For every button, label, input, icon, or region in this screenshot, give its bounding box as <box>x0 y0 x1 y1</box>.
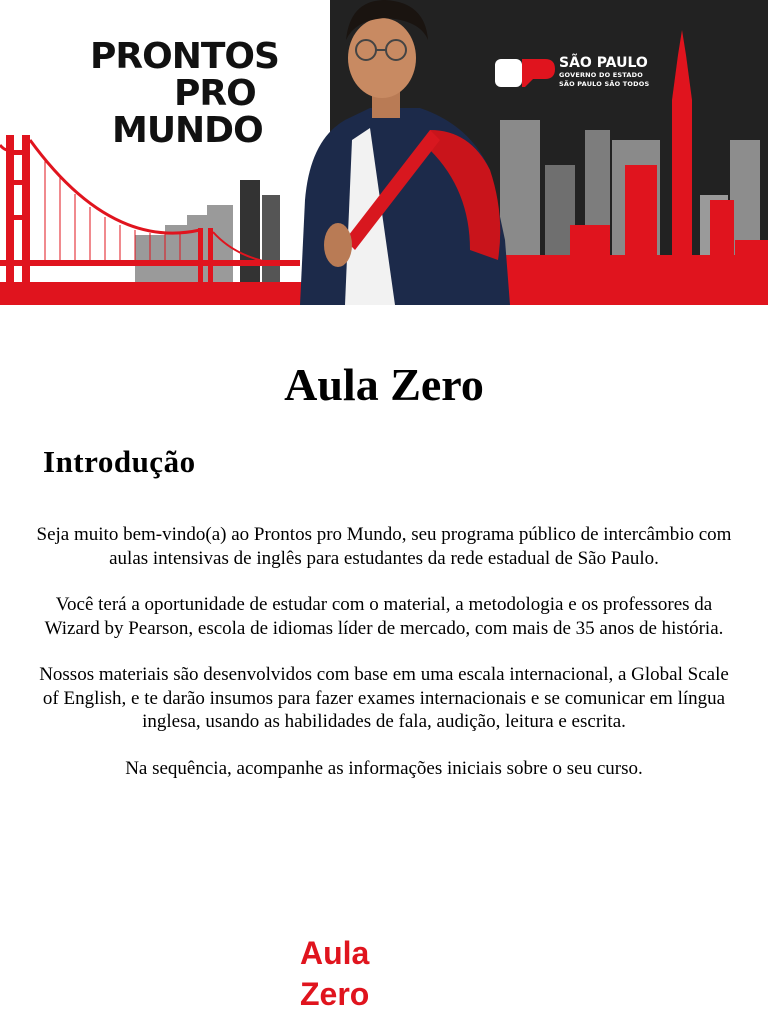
logo-line-2: PRO <box>174 73 256 114</box>
document-title: Aula Zero <box>284 359 484 410</box>
footer-title-line-2: Zero <box>300 976 370 1012</box>
footer-title-line-1: Aula <box>300 935 370 971</box>
section-heading: Introdução <box>43 444 196 479</box>
logo-line-3: MUNDO <box>112 110 263 151</box>
prontos-pro-mundo-logo <box>90 38 290 149</box>
sp-mark-icon <box>495 57 555 89</box>
paragraph-welcome: Seja muito bem-vindo(a) ao Prontos pro Mundo, seu programa público de intercâmbio com aulas intensivas de inglês para estudantes da rede estadual de São Paulo. <box>36 524 732 569</box>
paragraph-next-steps: Na sequência, acompanhe as informações iniciais sobre o seu curso. <box>125 757 643 779</box>
footer-title <box>300 933 369 1015</box>
logo-line-1: PRONTOS <box>90 36 279 77</box>
paragraph-materials: Nossos materiais são desenvolvidos com base em uma escala internacional, a Global Scale of English, e te darão insumos para fazer exames internacionais e se comunicar em língua inglesa, usando as habilidades de fala, audição, leitura e escrita. <box>39 664 729 732</box>
paragraph-opportunity: Você terá a oportunidade de estudar com o material, a metodologia e os professores da Wizard by Pearson, escola de idiomas líder de mercado, com mais de 35 anos de história. <box>44 594 724 639</box>
government-title: SÃO PAULO <box>559 55 648 71</box>
government-line-1: GOVERNO DO ESTADO <box>559 71 643 79</box>
intro-body <box>32 523 736 803</box>
government-line-2: SÃO PAULO SÃO TODOS <box>559 80 650 88</box>
header-banner <box>0 0 768 305</box>
